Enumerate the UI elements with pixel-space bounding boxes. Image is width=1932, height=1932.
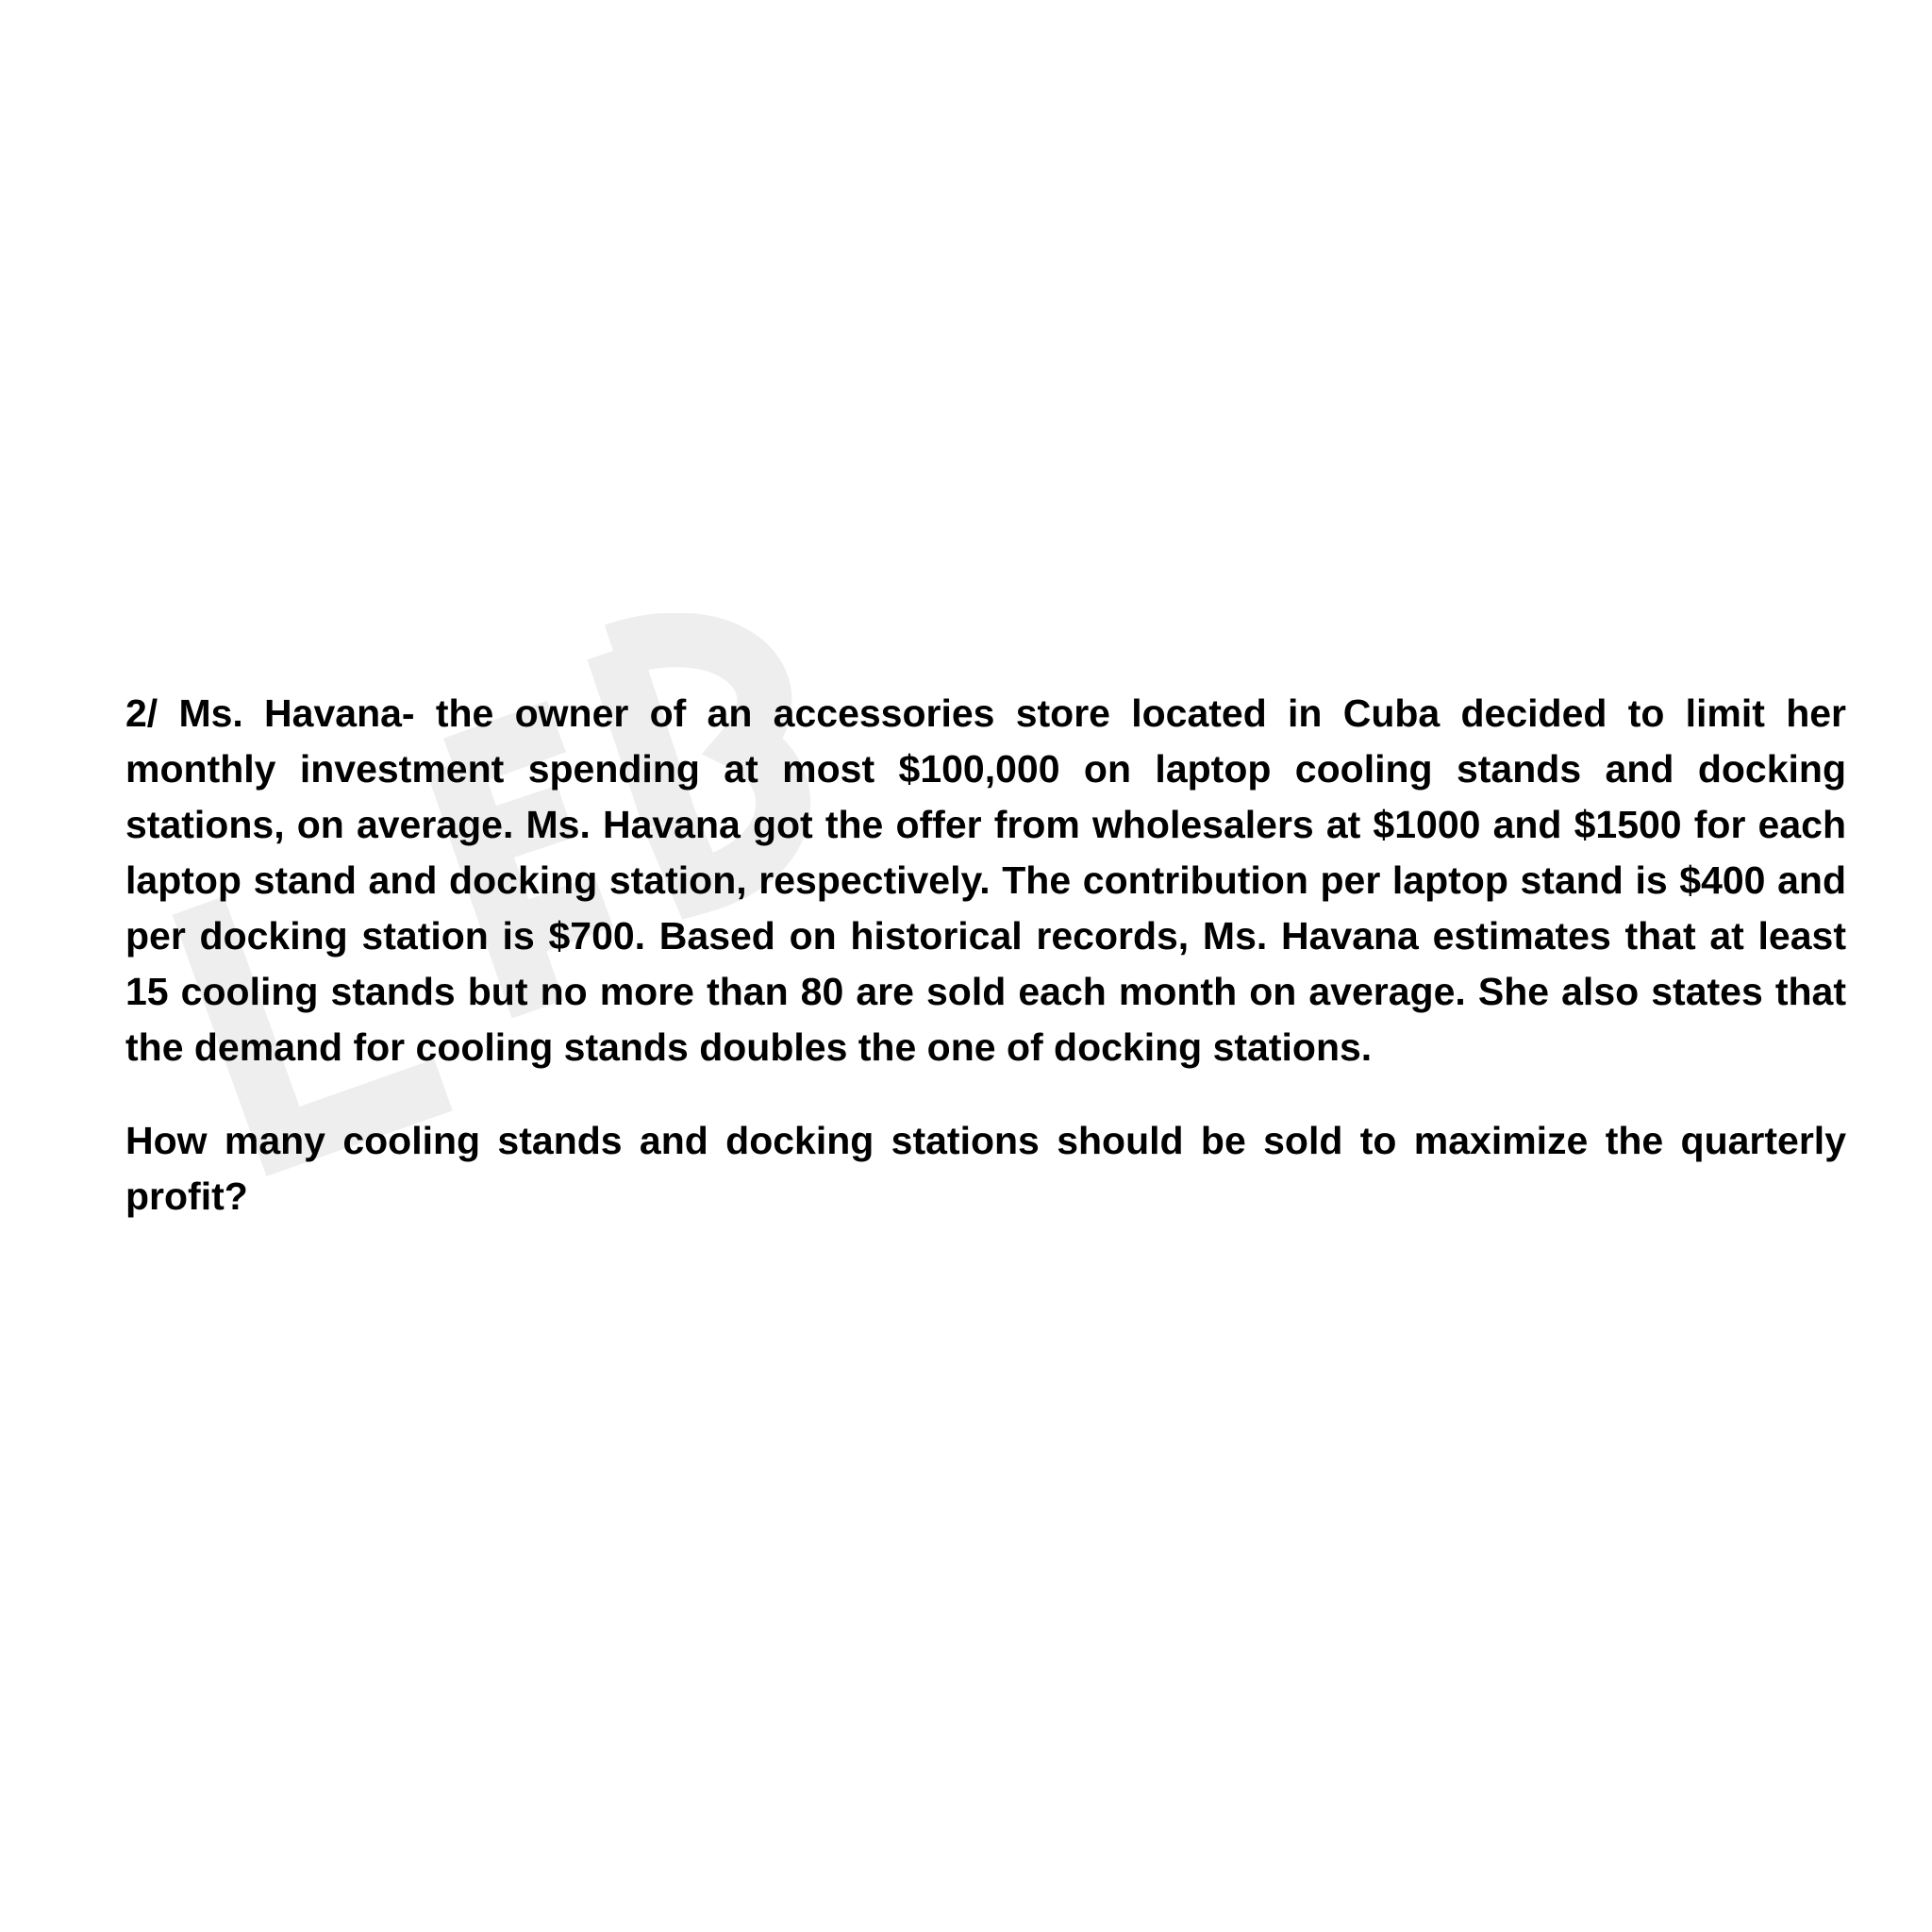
problem-paragraph: 2/ Ms. Havana- the owner of an accessories store located in Cuba decided to limit her monthly investment spending at most $100,000 on laptop cooling stands and docking stations, on average. Ms. Havana got the offer from wholesalers at $1000 and $1500 for each laptop stand and docking station, respectively. The contribution per laptop stand is $400 and per docking station is $700. Based on historical records, Ms. Havana estimates that at least 15 cooling stands but no more than 80 are sold each month on average. She also states that the demand for cooling stands doubles the one of docking stations. [125,691,1846,1069]
problem-question: How many cooling stands and docking stations should be sold to maximize the quarterly profit? [125,1119,1846,1218]
problem-text [125,686,1846,1224]
